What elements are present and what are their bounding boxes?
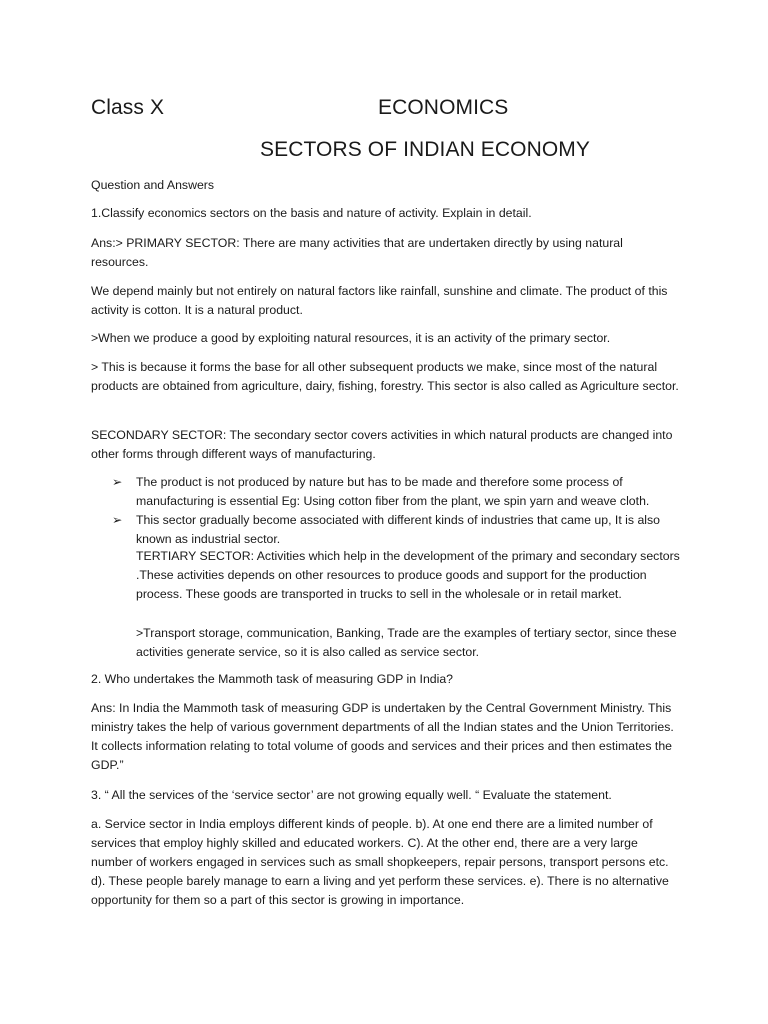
arrow-bullet-icon: ➢ (112, 513, 123, 527)
subject-title: ECONOMICS (378, 96, 509, 119)
paragraph-primary-activity: >When we produce a good by exploiting natural resources, it is an activity of the primary sector. (91, 331, 611, 345)
answer-2: Ans: In India the Mammoth task of measuring GDP is undertaken by the Central Government Ministry. This ministry takes the help of various government departments of all the Indian states and the Union Territories. It collects information relating to total volume of goods and services and their prices and then estimates the GDP.” (91, 701, 674, 772)
arrow-bullet-icon: ➢ (112, 475, 123, 489)
question-3: 3. “ All the services of the ‘service sector’ are not growing equally well. “ Evaluate the statement. (91, 788, 612, 802)
answer-primary-sector: Ans:> PRIMARY SECTOR: There are many activities that are undertaken directly by using natural resources. (91, 236, 623, 269)
intro-text: Question and Answers (91, 178, 215, 192)
bullet-industrial-sector: This sector gradually become associated with different kinds of industries that came up, It is also known as industrial sector. (136, 513, 661, 546)
paragraph-primary-base: > This is because it forms the base for all other subsequent products we make, since most of the natural products are obtained from agriculture, dairy, fishing, forestry. This sector is also called as Agriculture sector. (91, 360, 679, 393)
bullet-manufacturing: The product is not produced by nature but has to be made and therefore some process of manufacturing is essential Eg: Using cotton fiber from the plant, we spin yarn and weave cloth. (136, 475, 650, 508)
paragraph-tertiary-examples: >Transport storage, communication, Banking, Trade are the examples of tertiary sector, since these activities generate service, so it is also called as service sector. (136, 626, 677, 659)
answer-3: a. Service sector in India employs different kinds of people. b). At one end there are a limited number of services that employ highly skilled and educated workers. C). At the other end, there are a very large number of workers engaged in services such as small shopkeepers, repair persons, transport persons etc. d). These people barely manage to earn a living and yet perform these services. e). There is no alternative opportunity for them so a part of this sector is growing in importance. (91, 817, 669, 907)
paragraph-tertiary-sector: TERTIARY SECTOR: Activities which help in the development of the primary and secondary sectors .These activities depends on other resources to produce goods and support for the production process. These goods are transported in trucks to sell in the wholesale or in retail market. (136, 549, 680, 601)
paragraph-secondary-sector: SECONDARY SECTOR: The secondary sector covers activities in which natural products are changed into other forms through different ways of manufacturing. (91, 428, 673, 461)
page-title: SECTORS OF INDIAN ECONOMY (260, 138, 590, 161)
class-label: Class X (91, 96, 165, 119)
question-2: 2. Who undertakes the Mammoth task of measuring GDP in India? (91, 672, 454, 686)
question-1: 1.Classify economics sectors on the basis and nature of activity. Explain in detail. (91, 206, 532, 220)
paragraph-natural-factors: We depend mainly but not entirely on natural factors like rainfall, sunshine and climate. The product of this activity is cotton. It is a natural product. (91, 284, 668, 317)
